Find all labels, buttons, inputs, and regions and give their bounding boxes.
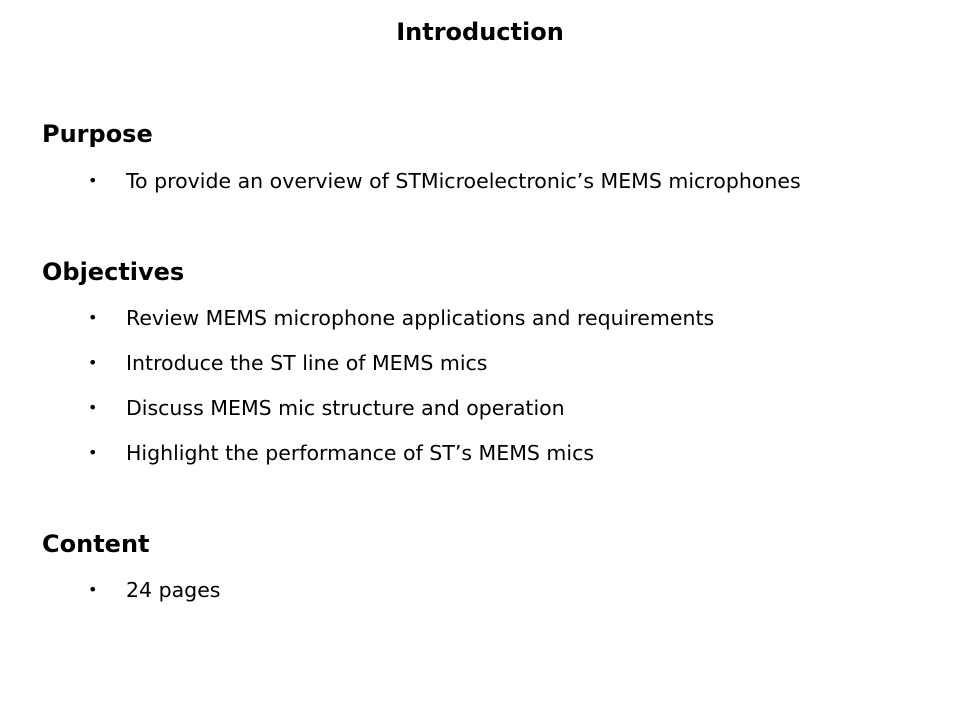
- objectives-item-text: Discuss MEMS mic structure and operation: [126, 396, 565, 420]
- bullet-icon: •: [88, 353, 98, 372]
- bullet-icon: •: [88, 171, 98, 190]
- purpose-item-text: To provide an overview of STMicroelectronic’s MEMS microphones: [126, 169, 801, 193]
- objectives-heading: Objectives: [42, 258, 185, 286]
- objectives-item-text: Review MEMS microphone applications and requirements: [126, 306, 715, 330]
- content-heading: Content: [42, 530, 150, 558]
- bullet-icon: •: [88, 308, 98, 327]
- content-item-text: 24 pages: [126, 578, 221, 602]
- bullet-icon: •: [88, 443, 98, 462]
- bullet-icon: •: [88, 580, 98, 599]
- purpose-heading: Purpose: [42, 120, 153, 148]
- bullet-icon: •: [88, 398, 98, 417]
- objectives-item-text: Highlight the performance of ST’s MEMS mics: [126, 441, 595, 465]
- slide-title: Introduction: [396, 18, 564, 46]
- objectives-item-text: Introduce the ST line of MEMS mics: [126, 351, 488, 375]
